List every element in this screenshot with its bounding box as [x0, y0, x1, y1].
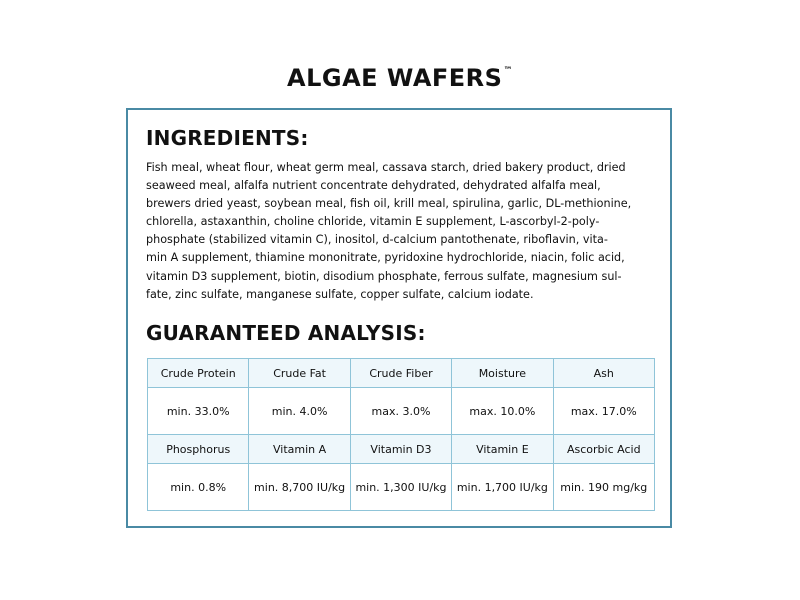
- ingredients-line: fate, zinc sulfate, manganese sulfate, copper sulfate, calcium iodate.: [146, 287, 534, 301]
- table-value-cell: max. 10.0%: [452, 388, 553, 435]
- ingredients-heading: INGREDIENTS:: [146, 126, 309, 150]
- table-value-cell: min. 190 mg/kg: [553, 464, 654, 511]
- table-value-cell: max. 3.0%: [350, 388, 451, 435]
- guaranteed-analysis-table: [147, 358, 655, 511]
- table-header-cell: Crude Fat: [249, 359, 350, 388]
- table-value-cell: min. 33.0%: [148, 388, 249, 435]
- table-header-row: [148, 435, 655, 464]
- table-value-cell: max. 17.0%: [553, 388, 654, 435]
- table-header-cell: Crude Fiber: [350, 359, 451, 388]
- table-header-cell: Moisture: [452, 359, 553, 388]
- ingredients-line: min A supplement, thiamine mononitrate, pyridoxine hydrochloride, niacin, folic acid,: [146, 251, 625, 265]
- ingredients-line: Fish meal, wheat flour, wheat germ meal, cassava starch, dried bakery product, dried: [146, 161, 626, 174]
- ingredients-line: chlorella, astaxanthin, choline chloride, vitamin E supplement, L-ascorbyl-2-poly-: [146, 215, 600, 229]
- table-value-cell: min. 1,700 IU/kg: [452, 464, 553, 511]
- table-header-cell: Vitamin E: [452, 435, 553, 464]
- ingredients-line: phosphate (stabilized vitamin C), inositol, d-calcium pantothenate, riboflavin, vita-: [146, 233, 608, 247]
- table-value-cell: min. 1,300 IU/kg: [350, 464, 451, 511]
- table-header-cell: Crude Protein: [148, 359, 249, 388]
- trademark-symbol: ™: [503, 66, 513, 76]
- table-value-cell: min. 8,700 IU/kg: [249, 464, 350, 511]
- table-header-cell: Vitamin A: [249, 435, 350, 464]
- table-value-row: [148, 464, 655, 511]
- table-value-cell: min. 4.0%: [249, 388, 350, 435]
- product-title: [287, 64, 513, 92]
- product-title-text: ALGAE WAFERS: [287, 64, 503, 92]
- ingredients-line: seaweed meal, alfalfa nutrient concentrate dehydrated, dehydrated alfalfa meal,: [146, 179, 601, 193]
- guaranteed-analysis-heading: GUARANTEED ANALYSIS:: [146, 321, 426, 345]
- table-header-cell: Ash: [553, 359, 654, 388]
- table-value-row: [148, 388, 655, 435]
- ingredients-line: vitamin D3 supplement, biotin, disodium phosphate, ferrous sulfate, magnesium sul-: [146, 269, 622, 283]
- table-header-cell: Phosphorus: [148, 435, 249, 464]
- ingredients-line: brewers dried yeast, soybean meal, fish oil, krill meal, spirulina, garlic, DL-methionine,: [146, 197, 632, 211]
- table-header-cell: Vitamin D3: [350, 435, 451, 464]
- ingredients-text: [146, 159, 658, 304]
- label-panel: [126, 108, 672, 528]
- table-header-row: [148, 359, 655, 388]
- table-header-cell: Ascorbic Acid: [553, 435, 654, 464]
- title-area: [0, 64, 800, 92]
- table-value-cell: min. 0.8%: [148, 464, 249, 511]
